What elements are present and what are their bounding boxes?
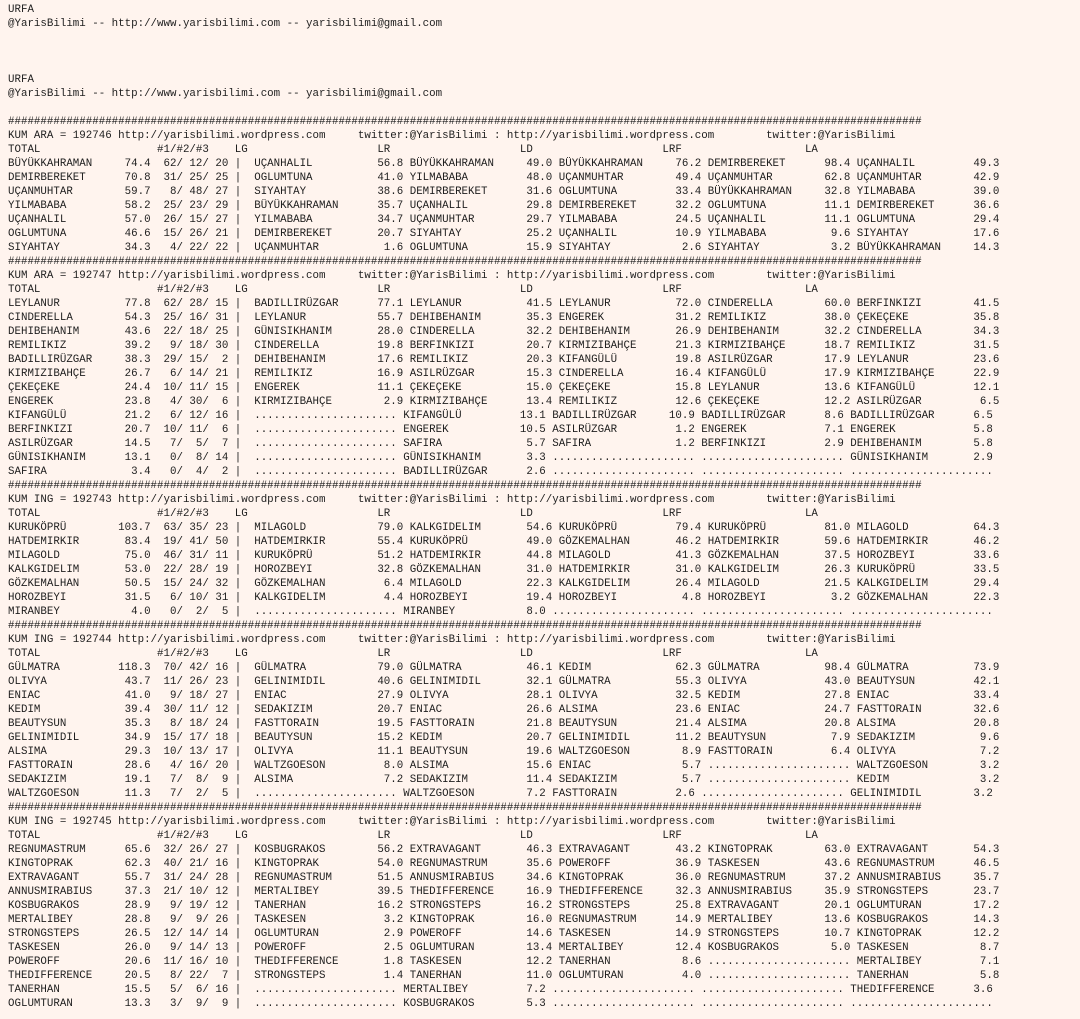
table-row: UÇANHALIL 57.0 26/ 15/ 27 | YILMABABA 34.7 UÇANMUHTAR 29.7 YILMABABA 24.5 UÇANHALIL 11.1 OGLUMTUNA 29.4 <box>8 214 1000 226</box>
contact-line: @YarisBilimi -- http://www.yarisbilimi.com -- yarisbilimi@gmail.com <box>8 88 443 100</box>
race-title: KUM ARA = 192747 http://yarisbilimi.wordpress.com twitter:@YarisBilimi : http://yarisbilimi.wordpress.com twitter:@YarisBilimi <box>8 270 896 282</box>
table-row: DEHIBEHANIM 43.6 22/ 18/ 25 | GÜNISIKHANIM 28.0 CINDERELLA 32.2 DEHIBEHANIM 26.9 DEHIBEHANIM 32.2 CINDERELLA 34.3 <box>8 326 1000 338</box>
table-row: ÇEKEÇEKE 24.4 10/ 11/ 15 | ENGEREK 11.1 ÇEKEÇEKE 15.0 ÇEKEÇEKE 15.8 LEYLANUR 13.6 KIFANGÜLÜ 12.1 <box>8 382 1000 394</box>
table-row: GÖZKEMALHAN 50.5 15/ 24/ 32 | GÖZKEMALHAN 6.4 MILAGOLD 22.3 KALKGIDELIM 26.4 MILAGOLD 21.5 KALKGIDELIM 29.4 <box>8 578 1000 590</box>
report-title: URFA <box>8 74 34 86</box>
table-row: OLIVYA 43.7 11/ 26/ 23 | GELINIMIDIL 40.6 GELINIMIDIL 32.1 GÜLMATRA 55.3 OLIVYA 43.0 BEAUTYSUN 42.1 <box>8 676 1000 688</box>
table-row: REMILIKIZ 39.2 9/ 18/ 30 | CINDERELLA 19.8 BERFINKIZI 20.7 KIRMIZIBAHÇE 21.3 KIRMIZIBAHÇE 18.7 REMILIKIZ 31.5 <box>8 340 1000 352</box>
table-row: KALKGIDELIM 53.0 22/ 28/ 19 | HOROZBEYI 32.8 GÖZKEMALHAN 31.0 HATDEMIRKIR 31.0 KALKGIDELIM 26.3 KURUKÖPRÜ 33.5 <box>8 564 1000 576</box>
table-row: BERFINKIZI 20.7 10/ 11/ 6 | ...................... ENGEREK 10.5 ASILRÜZGAR 1.2 ENGEREK 7.1 ENGEREK 5.8 <box>8 424 993 436</box>
race-title: KUM ING = 192743 http://yarisbilimi.wordpress.com twitter:@YarisBilimi : http://yarisbilimi.wordpress.com twitter:@YarisBilimi <box>8 494 896 506</box>
table-row: STRONGSTEPS 26.5 12/ 14/ 14 | OGLUMTURAN 2.9 POWEROFF 14.6 TASKESEN 14.9 STRONGSTEPS 10.7 KINGTOPRAK 12.2 <box>8 928 1000 940</box>
race-section <box>8 479 1080 619</box>
column-headers: TOTAL #1/#2/#3 LG LR LD LRF LA <box>8 284 818 296</box>
table-row: SEDAKIZIM 19.1 7/ 8/ 9 | ALSIMA 7.2 SEDAKIZIM 11.4 SEDAKIZIM 5.7 ...................... KEDIM 3.2 <box>8 774 1000 786</box>
race-sections <box>8 115 1080 1011</box>
table-row: KURUKÖPRÜ 103.7 63/ 35/ 23 | MILAGOLD 79.0 KALKGIDELIM 54.6 KURUKÖPRÜ 79.4 KURUKÖPRÜ 81.0 MILAGOLD 64.3 <box>8 522 1000 534</box>
column-headers: TOTAL #1/#2/#3 LG LR LD LRF LA <box>8 830 818 842</box>
blank-line <box>8 59 1080 73</box>
table-row: BADILLIRÜZGAR 38.3 29/ 15/ 2 | DEHIBEHANIM 17.6 REMILIKIZ 20.3 KIFANGÜLÜ 19.8 ASILRÜZGAR 17.9 LEYLANUR 23.6 <box>8 354 1000 366</box>
race-section <box>8 619 1080 801</box>
table-row: ALSIMA 29.3 10/ 13/ 17 | OLIVYA 11.1 BEAUTYSUN 19.6 WALTZGOESON 8.9 FASTTORAIN 6.4 OLIVYA 7.2 <box>8 746 1000 758</box>
blank-line <box>8 101 1080 115</box>
table-row: KEDIM 39.4 30/ 11/ 12 | SEDAKIZIM 20.7 ENIAC 26.6 ALSIMA 23.6 ENIAC 24.7 FASTTORAIN 32.6 <box>8 704 1000 716</box>
blank-line <box>8 31 1080 45</box>
contact-line: @YarisBilimi -- http://www.yarisbilimi.com -- yarisbilimi@gmail.com <box>8 18 443 30</box>
table-row: UÇANMUHTAR 59.7 8/ 48/ 27 | SIYAHTAY 38.6 DEMIRBEREKET 31.6 OGLUMTUNA 33.4 BÜYÜKKAHRAMAN 32.8 YILMABABA 39.0 <box>8 186 1000 198</box>
race-section <box>8 115 1080 255</box>
race-section <box>8 801 1080 1011</box>
table-row: KINGTOPRAK 62.3 40/ 21/ 16 | KINGTOPRAK 54.0 REGNUMASTRUM 35.6 POWEROFF 36.9 TASKESEN 43.6 REGNUMASTRUM 46.5 <box>8 858 1000 870</box>
table-row: MILAGOLD 75.0 46/ 31/ 11 | KURUKÖPRÜ 51.2 HATDEMIRKIR 44.8 MILAGOLD 41.3 GÖZKEMALHAN 37.5 HOROZBEYI 33.6 <box>8 550 1000 562</box>
table-row: BÜYÜKKAHRAMAN 74.4 62/ 12/ 20 | UÇANHALIL 56.8 BÜYÜKKAHRAMAN 49.0 BÜYÜKKAHRAMAN 76.2 DEMIRBEREKET 98.4 UÇANHALIL 49.3 <box>8 158 1000 170</box>
table-row: FASTTORAIN 28.6 4/ 16/ 20 | WALTZGOESON 8.0 ALSIMA 15.6 ENIAC 5.7 ...................... WALTZGOESON 3.2 <box>8 760 1000 772</box>
table-row: HOROZBEYI 31.5 6/ 10/ 31 | KALKGIDELIM 4.4 HOROZBEYI 19.4 HOROZBEYI 4.8 HOROZBEYI 3.2 GÖZKEMALHAN 22.3 <box>8 592 1000 604</box>
race-section <box>8 255 1080 479</box>
separator-line: ############################################################################################################################################# <box>8 480 922 492</box>
table-row: GÜNISIKHANIM 13.1 0/ 8/ 14 | ...................... GÜNISIKHANIM 3.3 ...................... ...................... GÜNISIKHANIM 2.9 <box>8 452 993 464</box>
blank-line <box>8 45 1080 59</box>
table-row: KIFANGÜLÜ 21.2 6/ 12/ 16 | ...................... KIFANGÜLÜ 13.1 BADILLIRÜZGAR 10.9 BADILLIRÜZGAR 8.6 BADILLIRÜZGAR 6.5 <box>8 410 993 422</box>
table-row: MIRANBEY 4.0 0/ 2/ 5 | ...................... MIRANBEY 8.0 ...................... ...................... ...................... <box>8 606 993 618</box>
separator-line: ############################################################################################################################################# <box>8 256 922 268</box>
separator-line: ############################################################################################################################################# <box>8 116 922 128</box>
table-row: ASILRÜZGAR 14.5 7/ 5/ 7 | ...................... SAFIRA 5.7 SAFIRA 1.2 BERFINKIZI 2.9 DEHIBEHANIM 5.8 <box>8 438 993 450</box>
table-row: HATDEMIRKIR 83.4 19/ 41/ 50 | HATDEMIRKIR 55.4 KURUKÖPRÜ 49.0 GÖZKEMALHAN 46.2 HATDEMIRKIR 59.6 HATDEMIRKIR 46.2 <box>8 536 1000 548</box>
column-headers: TOTAL #1/#2/#3 LG LR LD LRF LA <box>8 648 818 660</box>
separator-line: ############################################################################################################################################# <box>8 620 922 632</box>
table-row: THEDIFFERENCE 20.5 8/ 22/ 7 | STRONGSTEPS 1.4 TANERHAN 11.0 OGLUMTURAN 4.0 ...................... TANERHAN 5.8 <box>8 970 1000 982</box>
table-row: KOSBUGRAKOS 28.9 9/ 19/ 12 | TANERHAN 16.2 STRONGSTEPS 16.2 STRONGSTEPS 25.8 EXTRAVAGANT 20.1 OGLUMTURAN 17.2 <box>8 900 1000 912</box>
table-row: ANNUSMIRABIUS 37.3 21/ 10/ 12 | MERTALIBEY 39.5 THEDIFFERENCE 16.9 THEDIFFERENCE 32.3 ANNUSMIRABIUS 35.9 STRONGSTEPS 23.7 <box>8 886 1000 898</box>
table-row: POWEROFF 20.6 11/ 16/ 10 | THEDIFFERENCE 1.8 TASKESEN 12.2 TANERHAN 8.6 ...................... MERTALIBEY 7.1 <box>8 956 1000 968</box>
table-row: MERTALIBEY 28.8 9/ 9/ 26 | TASKESEN 3.2 KINGTOPRAK 16.0 REGNUMASTRUM 14.9 MERTALIBEY 13.6 KOSBUGRAKOS 14.3 <box>8 914 1000 926</box>
table-row: TASKESEN 26.0 9/ 14/ 13 | POWEROFF 2.5 OGLUMTURAN 13.4 MERTALIBEY 12.4 KOSBUGRAKOS 5.0 TASKESEN 8.7 <box>8 942 1000 954</box>
separator-line: ############################################################################################################################################# <box>8 802 922 814</box>
table-row: GÜLMATRA 118.3 70/ 42/ 16 | GÜLMATRA 79.0 GÜLMATRA 46.1 KEDIM 62.3 GÜLMATRA 98.4 GÜLMATRA 73.9 <box>8 662 1000 674</box>
table-row: ENGEREK 23.8 4/ 30/ 6 | KIRMIZIBAHÇE 2.9 KIRMIZIBAHÇE 13.4 REMILIKIZ 12.6 ÇEKEÇEKE 12.2 ASILRÜZGAR 6.5 <box>8 396 1000 408</box>
table-row: YILMABABA 58.2 25/ 23/ 29 | BÜYÜKKAHRAMAN 35.7 UÇANHALIL 29.8 DEMIRBEREKET 32.2 OGLUMTUNA 11.1 DEMIRBEREKET 36.6 <box>8 200 1000 212</box>
table-row: CINDERELLA 54.3 25/ 16/ 31 | LEYLANUR 55.7 DEHIBEHANIM 35.3 ENGEREK 31.2 REMILIKIZ 38.0 ÇEKEÇEKE 35.8 <box>8 312 1000 324</box>
table-row: EXTRAVAGANT 55.7 31/ 24/ 28 | REGNUMASTRUM 51.5 ANNUSMIRABIUS 34.6 KINGTOPRAK 36.0 REGNUMASTRUM 37.2 ANNUSMIRABIUS 35.7 <box>8 872 1000 884</box>
report-title: URFA <box>8 4 34 16</box>
table-row: OGLUMTUNA 46.6 15/ 26/ 21 | DEMIRBEREKET 20.7 SIYAHTAY 25.2 UÇANHALIL 10.9 YILMABABA 9.6 SIYAHTAY 17.6 <box>8 228 1000 240</box>
table-row: REGNUMASTRUM 65.6 32/ 26/ 27 | KOSBUGRAKOS 56.2 EXTRAVAGANT 46.3 EXTRAVAGANT 43.2 KINGTOPRAK 63.0 EXTRAVAGANT 54.3 <box>8 844 1000 856</box>
table-row: WALTZGOESON 11.3 7/ 2/ 5 | ...................... WALTZGOESON 7.2 FASTTORAIN 2.6 ...................... GELINIMIDIL 3.2 <box>8 788 993 800</box>
table-row: OGLUMTURAN 13.3 3/ 9/ 9 | ...................... KOSBUGRAKOS 5.3 ...................... ...................... ...................... <box>8 998 993 1010</box>
table-row: SAFIRA 3.4 0/ 4/ 2 | ...................... BADILLIRÜZGAR 2.6 ...................... ...................... ...................... <box>8 466 993 478</box>
column-headers: TOTAL #1/#2/#3 LG LR LD LRF LA <box>8 508 818 520</box>
race-title: KUM ARA = 192746 http://yarisbilimi.wordpress.com twitter:@YarisBilimi : http://yarisbilimi.wordpress.com twitter:@YarisBilimi <box>8 130 896 142</box>
table-row: GELINIMIDIL 34.9 15/ 17/ 18 | BEAUTYSUN 15.2 KEDIM 20.7 GELINIMIDIL 11.2 BEAUTYSUN 7.9 SEDAKIZIM 9.6 <box>8 732 1000 744</box>
table-row: KIRMIZIBAHÇE 26.7 6/ 14/ 21 | REMILIKIZ 16.9 ASILRÜZGAR 15.3 CINDERELLA 16.4 KIFANGÜLÜ 17.9 KIRMIZIBAHÇE 22.9 <box>8 368 1000 380</box>
table-row: LEYLANUR 77.8 62/ 28/ 15 | BADILLIRÜZGAR 77.1 LEYLANUR 41.5 LEYLANUR 72.0 CINDERELLA 60.0 BERFINKIZI 41.5 <box>8 298 1000 310</box>
table-row: BEAUTYSUN 35.3 8/ 18/ 24 | FASTTORAIN 19.5 FASTTORAIN 21.8 BEAUTYSUN 21.4 ALSIMA 20.8 ALSIMA 20.8 <box>8 718 1000 730</box>
table-row: DEMIRBEREKET 70.8 31/ 25/ 25 | OGLUMTUNA 41.0 YILMABABA 48.0 UÇANMUHTAR 49.4 UÇANMUHTAR 62.8 UÇANMUHTAR 42.9 <box>8 172 1000 184</box>
table-row: ENIAC 41.0 9/ 18/ 27 | ENIAC 27.9 OLIVYA 28.1 OLIVYA 32.5 KEDIM 27.8 ENIAC 33.4 <box>8 690 1000 702</box>
race-title: KUM ING = 192744 http://yarisbilimi.wordpress.com twitter:@YarisBilimi : http://yarisbilimi.wordpress.com twitter:@YarisBilimi <box>8 634 896 646</box>
table-row: TANERHAN 15.5 5/ 6/ 16 | ...................... MERTALIBEY 7.2 ...................... ...................... THEDIFFERENCE 3.6 <box>8 984 993 996</box>
table-row: SIYAHTAY 34.3 4/ 22/ 22 | UÇANMUHTAR 1.6 OGLUMTUNA 15.9 SIYAHTAY 2.6 SIYAHTAY 3.2 BÜYÜKKAHRAMAN 14.3 <box>8 242 1000 254</box>
column-headers: TOTAL #1/#2/#3 LG LR LD LRF LA <box>8 144 818 156</box>
race-title: KUM ING = 192745 http://yarisbilimi.wordpress.com twitter:@YarisBilimi : http://yarisbilimi.wordpress.com twitter:@YarisBilimi <box>8 816 896 828</box>
